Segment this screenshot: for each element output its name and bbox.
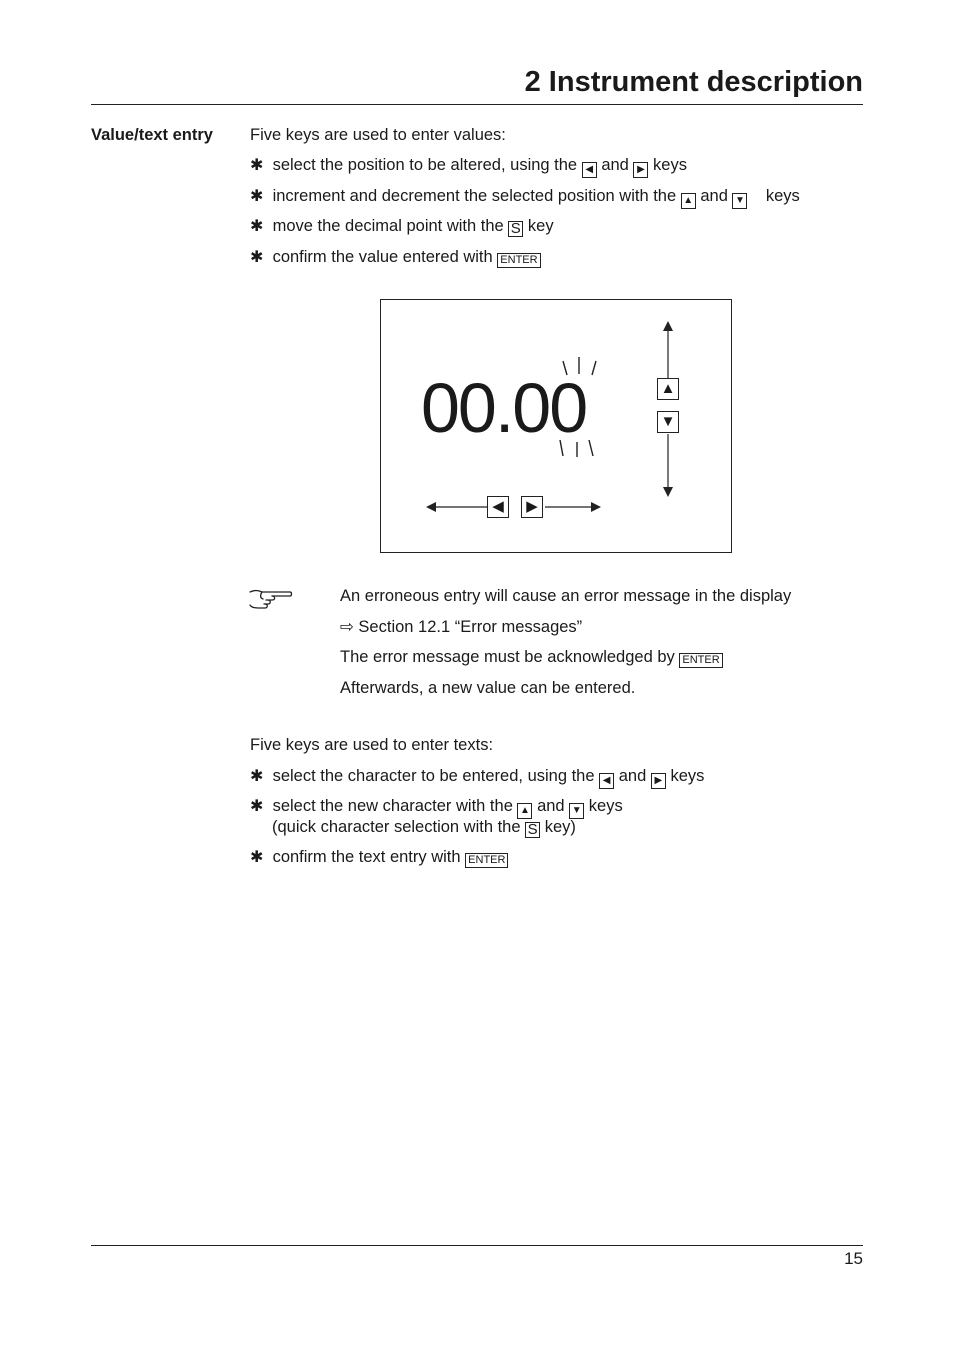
page-title: 2 Instrument description — [524, 66, 863, 98]
left-key-icon: ◀ — [599, 773, 614, 789]
bullet-icon: ✱ — [250, 768, 264, 785]
text-entry-intro: Five keys are used to enter texts: — [250, 736, 494, 754]
blink-marks-bottom — [560, 440, 593, 457]
text-bullet-2-line-2: (quick character selection with the S key) — [272, 818, 576, 838]
up-key-icon: ▲ — [681, 193, 696, 209]
value-bullet-1: ✱ select the position to be altered, using the ◀ and ▶ keys — [250, 155, 687, 178]
bullet-icon: ✱ — [250, 157, 264, 174]
header-divider — [91, 104, 863, 105]
horizontal-arrow — [426, 502, 601, 512]
up-key-icon: ▲ — [657, 378, 679, 400]
value-bullet-4: ✱ confirm the value entered with ENTER — [250, 247, 541, 268]
bullet-icon: ✱ — [250, 849, 264, 866]
blink-marks-top — [563, 357, 596, 375]
page-number: 15 — [844, 1249, 863, 1268]
bullet-icon: ✱ — [250, 249, 264, 266]
pointing-hand-icon — [248, 588, 294, 614]
down-key-icon: ▼ — [732, 193, 747, 209]
text-bullet-1: ✱ select the character to be entered, using the ◀ and ▶ keys — [250, 766, 704, 789]
display-value: 00.00 — [421, 369, 587, 447]
text-bullet-3: ✱ confirm the text entry with ENTER — [250, 847, 508, 868]
enter-key-icon: ENTER — [465, 853, 508, 868]
vertical-arrow — [663, 321, 673, 497]
s-key-icon: S — [525, 822, 540, 838]
enter-key-icon: ENTER — [497, 253, 540, 268]
right-key-icon: ▶ — [521, 496, 543, 518]
value-bullet-3: ✱ move the decimal point with the S key — [250, 217, 554, 237]
note-line-4: Afterwards, a new value can be entered. — [340, 679, 636, 697]
note-line-1: An erroneous entry will cause an error message in the display — [340, 587, 792, 605]
text-bullet-2: ✱ select the new character with the ▲ and ▼ keys — [250, 796, 623, 819]
reference-arrow-icon: ⇨ — [340, 618, 354, 636]
right-key-icon: ▶ — [651, 773, 666, 789]
right-key-icon: ▶ — [633, 162, 648, 178]
bullet-icon: ✱ — [250, 218, 264, 235]
down-key-icon: ▼ — [569, 803, 584, 819]
bullet-icon: ✱ — [250, 798, 264, 815]
left-key-icon: ◀ — [487, 496, 509, 518]
down-key-icon: ▼ — [657, 411, 679, 433]
note-line-3: The error message must be acknowledged by ENTER — [340, 647, 723, 668]
value-entry-intro: Five keys are used to enter values: — [250, 126, 506, 144]
left-key-icon: ◀ — [582, 162, 597, 178]
s-key-icon: S — [508, 221, 523, 237]
up-key-icon: ▲ — [517, 803, 532, 819]
section-side-label: Value/text entry — [91, 126, 213, 144]
reference-link[interactable]: Section 12.1 “Error messages” — [358, 618, 583, 636]
footer-divider — [91, 1245, 863, 1246]
enter-key-icon: ENTER — [679, 653, 722, 668]
value-bullet-2: ✱ increment and decrement the selected position with the ▲ and ▼ keys — [250, 186, 800, 209]
display-diagram — [380, 299, 732, 553]
note-reference[interactable] — [340, 617, 582, 637]
bullet-icon: ✱ — [250, 188, 264, 205]
